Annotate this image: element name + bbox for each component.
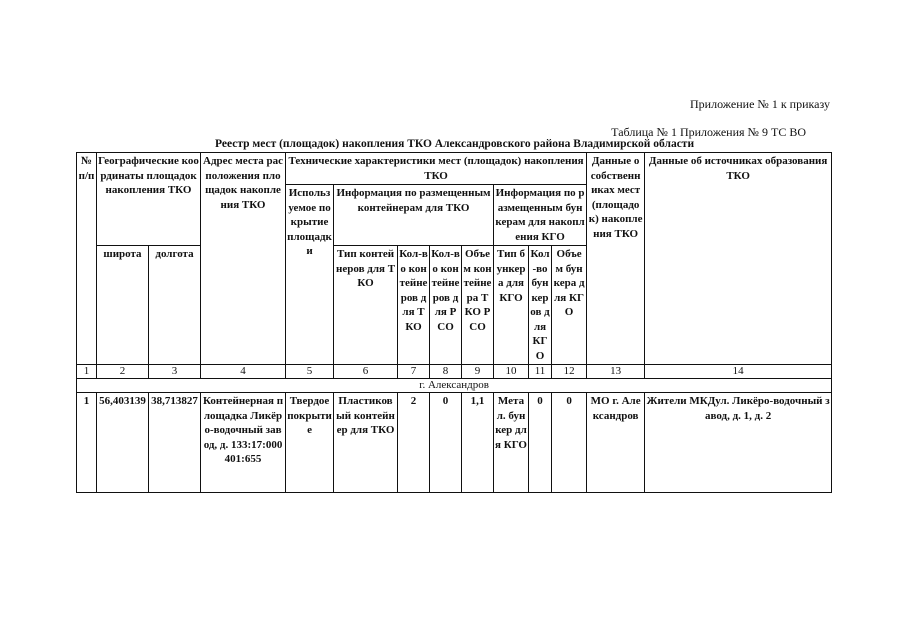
cell-bunker-type: Метал. бункер для КГО xyxy=(494,393,529,493)
cell-bunker-volume: 0 xyxy=(552,393,587,493)
cell-sources: Жители МКДул. Ликёро-водочный завод, д. 1, д. 2 xyxy=(645,393,832,493)
cell-container-type: Пластиковый контейнер для ТКО xyxy=(334,393,398,493)
col-number: 12 xyxy=(552,365,587,379)
col-number: 6 xyxy=(334,365,398,379)
registry-table-wrapper xyxy=(76,152,832,493)
cell-cover: Твердое покрытие xyxy=(286,393,334,493)
cell-cont-count: 2 xyxy=(398,393,430,493)
col-number: 13 xyxy=(587,365,645,379)
col-number: 8 xyxy=(430,365,462,379)
col-header-bunkers: Информация по размещенным бункерам для накопления КГО xyxy=(494,185,587,246)
col-header-lon: долгота xyxy=(149,246,201,365)
cell-bunker-count: 0 xyxy=(529,393,552,493)
col-number: 7 xyxy=(398,365,430,379)
col-number: 5 xyxy=(286,365,334,379)
cell-owner: МО г. Александров xyxy=(587,393,645,493)
cell-volume: 1,1 xyxy=(462,393,494,493)
col-header-containers: Информация по размещенным контейнерам для ТКО xyxy=(334,185,494,246)
annex-label: Приложение № 1 к приказу xyxy=(690,97,830,111)
col-header-bunker-volume: Объем бункера для КГО xyxy=(552,246,587,365)
col-header-tech: Технические характеристики мест (площадок) накопления ТКО xyxy=(286,153,587,185)
table-row xyxy=(77,393,832,493)
col-number: 1 xyxy=(77,365,97,379)
col-header-num: № п/п xyxy=(77,153,97,365)
col-number: 9 xyxy=(462,365,494,379)
col-header-container-type: Тип контейнеров для ТКО xyxy=(334,246,398,365)
col-header-geo: Географические координаты площадок накопления ТКО xyxy=(97,153,201,246)
document-title: Реестр мест (площадок) накопления ТКО Александровского района Владимирской области xyxy=(215,138,695,150)
registry-table xyxy=(76,152,832,493)
col-header-cont-count: Кол-во контейнеров для ТКО xyxy=(398,246,430,365)
col-header-lat: широта xyxy=(97,246,149,365)
cell-lat: 56,403139 xyxy=(97,393,149,493)
table-number: Таблица № 1 Приложения № 9 ТС ВО xyxy=(611,125,806,139)
cell-rso-count: 0 xyxy=(430,393,462,493)
col-header-bunker-count: Кол-во бункеров для КГО xyxy=(529,246,552,365)
col-header-address: Адрес места расположения площадок накопления ТКО xyxy=(201,153,286,365)
cell-num: 1 xyxy=(77,393,97,493)
col-header-rso-count: Кол-во контейнеров для РСО xyxy=(430,246,462,365)
col-number: 4 xyxy=(201,365,286,379)
col-number: 3 xyxy=(149,365,201,379)
city-section-header: г. Александров xyxy=(77,379,832,393)
cell-address: Контейнерная площадка Ликёро-водочный завод, д. 133:17:000401:655 xyxy=(201,393,286,493)
col-header-cover: Используемое покрытие площадки xyxy=(286,185,334,365)
col-number: 10 xyxy=(494,365,529,379)
col-number: 11 xyxy=(529,365,552,379)
col-header-sources: Данные об источниках образования ТКО xyxy=(645,153,832,365)
cell-lon: 38,713827 xyxy=(149,393,201,493)
col-header-owner: Данные о собственниках мест (площадок) накопления ТКО xyxy=(587,153,645,365)
col-header-bunker-type: Тип бункера для КГО xyxy=(494,246,529,365)
col-number: 14 xyxy=(645,365,832,379)
col-number: 2 xyxy=(97,365,149,379)
col-header-volume: Объем контейнера ТКО РСО xyxy=(462,246,494,365)
